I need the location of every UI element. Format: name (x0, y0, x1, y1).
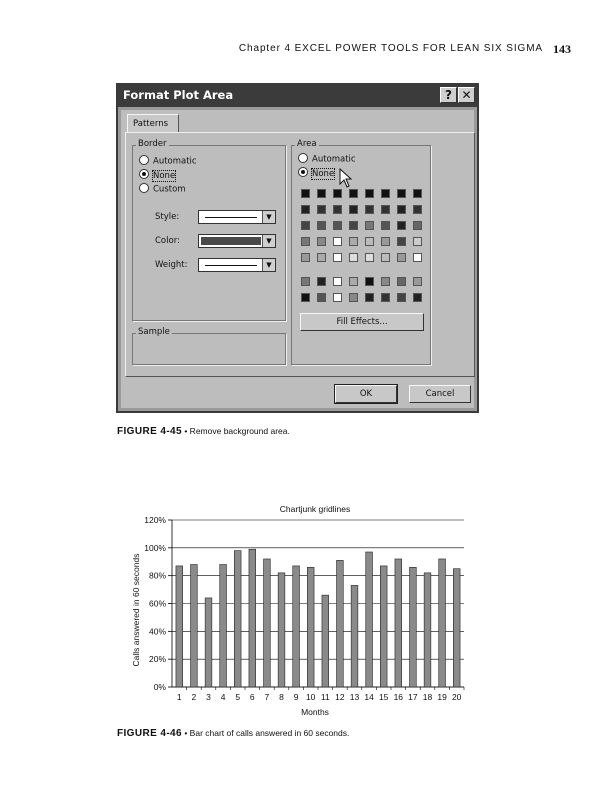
tab-patterns[interactable]: Patterns (127, 114, 179, 132)
chart-title: Chartjunk gridlines (279, 504, 351, 514)
style-label: Style: (155, 212, 180, 222)
x-tick-label: 12 (335, 692, 345, 702)
caption-text: • Bar chart of calls answered in 60 seconds. (181, 728, 350, 738)
bar (191, 565, 198, 687)
fill-effects-button[interactable]: Fill Effects... (300, 313, 424, 331)
x-tick-label: 11 (320, 692, 330, 702)
figure-number: FIGURE 4-46 (117, 728, 182, 739)
bar (307, 567, 314, 687)
x-tick-label: 13 (349, 692, 360, 702)
caption-text: • Remove background area. (181, 426, 290, 436)
x-tick-label: 17 (408, 692, 418, 702)
x-axis-label: Months (301, 707, 329, 717)
radio-label: Custom (153, 184, 186, 195)
x-tick-label: 2 (191, 692, 197, 702)
y-tick-label: 100% (144, 542, 166, 553)
figure-number: FIGURE 4-45 (117, 426, 182, 437)
x-tick-label: 4 (220, 692, 226, 702)
dropdown-arrow-icon[interactable]: ▼ (262, 211, 275, 223)
x-tick-label: 8 (279, 692, 284, 702)
x-tick-label: 3 (206, 692, 211, 702)
x-tick-label: 15 (378, 692, 389, 702)
y-axis-label: Calls answered in 60 seconds (131, 553, 141, 667)
page-number: 143 (553, 42, 571, 56)
border-group-label: Border (138, 139, 167, 149)
bar (278, 573, 285, 687)
sample-group-label: Sample (138, 327, 170, 337)
bar (380, 566, 387, 687)
radio-label: Automatic (153, 156, 197, 167)
bar (395, 559, 402, 687)
y-tick-label: 80% (148, 570, 166, 581)
bar (176, 566, 183, 687)
bar (322, 595, 329, 687)
dropdown-arrow-icon[interactable]: ▼ (262, 235, 275, 247)
help-button[interactable]: ? (440, 87, 457, 103)
ok-button[interactable]: OK (335, 385, 397, 403)
close-button[interactable]: ✕ (458, 87, 475, 103)
bar (351, 585, 358, 687)
radio-label: None (312, 168, 335, 179)
bar (453, 569, 460, 687)
x-tick-label: 16 (393, 692, 404, 702)
x-tick-label: 19 (437, 692, 447, 702)
y-tick-label: 0% (153, 682, 166, 692)
bar (293, 566, 300, 687)
x-tick-label: 6 (249, 692, 255, 702)
x-tick-label: 5 (235, 692, 241, 702)
cancel-button[interactable]: Cancel (409, 385, 471, 403)
bar (205, 598, 212, 687)
bar (249, 549, 256, 687)
area-group-label: Area (297, 139, 317, 149)
y-tick-label: 20% (148, 654, 166, 665)
y-tick-label: 40% (148, 626, 166, 637)
x-tick-label: 7 (264, 692, 270, 702)
dropdown-arrow-icon[interactable]: ▼ (262, 259, 275, 271)
y-tick-label: 60% (148, 598, 166, 609)
bar (264, 559, 271, 687)
bar (234, 551, 241, 687)
dialog-title: Format Plot Area (123, 88, 234, 102)
bar (366, 552, 373, 687)
bar (410, 567, 417, 687)
figure-4-46-caption (117, 728, 349, 739)
bar (424, 573, 431, 687)
x-tick-label: 14 (364, 692, 374, 702)
x-tick-label: 10 (305, 692, 316, 702)
radio-label: Automatic (312, 154, 356, 165)
running-head: Chapter 4 EXCEL POWER TOOLS FOR LEAN SIX SIGMA (238, 43, 543, 54)
y-tick-label: 120% (144, 515, 166, 525)
x-tick-label: 9 (293, 692, 299, 702)
x-tick-label: 20 (451, 692, 462, 702)
radio-label: None (153, 170, 176, 181)
bar (439, 559, 446, 687)
color-label: Color: (155, 236, 180, 246)
x-tick-label: 1 (176, 692, 182, 702)
weight-label: Weight: (155, 260, 188, 270)
bar (337, 560, 344, 687)
x-tick-label: 18 (422, 692, 433, 702)
bar (220, 565, 227, 687)
